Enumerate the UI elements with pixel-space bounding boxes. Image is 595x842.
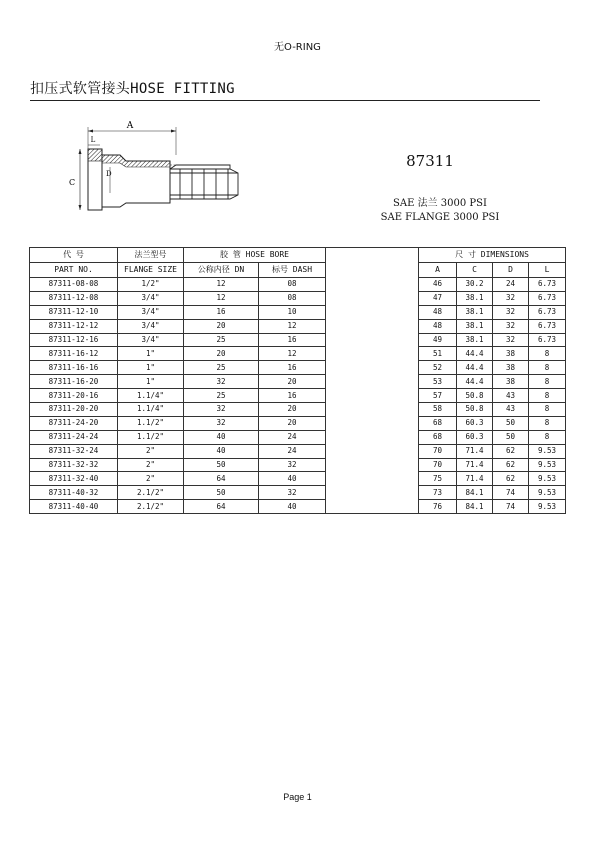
cell-l: 8	[529, 347, 566, 361]
header-note: 无O-RING	[274, 42, 321, 53]
blank-cell	[326, 416, 419, 430]
cell-dn: 64	[184, 472, 259, 486]
cell-dash: 40	[259, 500, 326, 514]
cell-l: 6.73	[529, 291, 566, 305]
cell-dn: 50	[184, 458, 259, 472]
blank-cell	[326, 472, 419, 486]
cell-d: 43	[493, 403, 529, 417]
standard-line-cn: SAE 法兰 3000 PSI	[393, 198, 487, 209]
cell-c: 71.4	[457, 472, 493, 486]
cell-part: 87311-12-08	[30, 291, 118, 305]
cell-dash: 10	[259, 305, 326, 319]
table-row	[30, 375, 566, 389]
cell-c: 38.1	[457, 291, 493, 305]
header-l: L	[529, 263, 566, 278]
cell-dash: 32	[259, 458, 326, 472]
cell-dn: 12	[184, 291, 259, 305]
cell-l: 9.53	[529, 486, 566, 500]
cell-a: 76	[419, 500, 457, 514]
cell-dash: 16	[259, 389, 326, 403]
cell-a: 48	[419, 305, 457, 319]
cell-d: 24	[493, 278, 529, 292]
cell-c: 38.1	[457, 319, 493, 333]
cell-d: 32	[493, 333, 529, 347]
cell-c: 30.2	[457, 278, 493, 292]
blank-cell	[326, 278, 419, 292]
document-title: 扣压式软管接头HOSE FITTING	[30, 81, 235, 97]
cell-l: 8	[529, 430, 566, 444]
dimension-d-label: D	[106, 170, 112, 178]
cell-l: 6.73	[529, 305, 566, 319]
cell-dash: 12	[259, 319, 326, 333]
cell-flange: 1"	[118, 347, 184, 361]
cell-l: 8	[529, 361, 566, 375]
header-dash: 标号 DASH	[259, 263, 326, 278]
table-row	[30, 430, 566, 444]
cell-d: 62	[493, 472, 529, 486]
cell-a: 52	[419, 361, 457, 375]
cell-l: 6.73	[529, 333, 566, 347]
cell-c: 84.1	[457, 486, 493, 500]
cell-dash: 24	[259, 430, 326, 444]
cell-dn: 32	[184, 403, 259, 417]
cell-l: 9.53	[529, 444, 566, 458]
cell-part: 87311-32-40	[30, 472, 118, 486]
blank-cell	[326, 500, 419, 514]
blank-cell	[326, 347, 419, 361]
cell-dash: 16	[259, 333, 326, 347]
cell-d: 32	[493, 319, 529, 333]
cell-d: 50	[493, 416, 529, 430]
header-blank	[326, 248, 419, 263]
cell-c: 50.8	[457, 389, 493, 403]
table-row	[30, 486, 566, 500]
header-dimensions: 尺 寸 DIMENSIONS	[419, 248, 566, 263]
cell-c: 44.4	[457, 375, 493, 389]
header-hose-bore: 胶 管 HOSE BORE	[184, 248, 326, 263]
blank-cell	[326, 375, 419, 389]
cell-c: 38.1	[457, 305, 493, 319]
cell-c: 60.3	[457, 416, 493, 430]
cell-dn: 32	[184, 416, 259, 430]
cell-flange: 1.1/4"	[118, 403, 184, 417]
cell-dash: 20	[259, 375, 326, 389]
cell-dash: 08	[259, 278, 326, 292]
table-row	[30, 361, 566, 375]
table-row	[30, 389, 566, 403]
cell-d: 38	[493, 347, 529, 361]
cell-d: 74	[493, 486, 529, 500]
spec-table	[29, 247, 566, 514]
cell-d: 62	[493, 444, 529, 458]
cell-dn: 50	[184, 486, 259, 500]
cell-dn: 20	[184, 319, 259, 333]
cell-dn: 25	[184, 333, 259, 347]
table-row	[30, 500, 566, 514]
header-flange-size: FLANGE SIZE	[118, 263, 184, 278]
cell-a: 49	[419, 333, 457, 347]
cell-l: 6.73	[529, 319, 566, 333]
blank-cell	[326, 403, 419, 417]
dimension-a-label: A	[126, 121, 134, 131]
cell-flange: 2"	[118, 444, 184, 458]
spec-table-body	[30, 278, 566, 514]
cell-flange: 3/4"	[118, 291, 184, 305]
cell-flange: 1.1/2"	[118, 430, 184, 444]
cell-a: 58	[419, 403, 457, 417]
cell-l: 8	[529, 375, 566, 389]
table-row	[30, 458, 566, 472]
cell-c: 38.1	[457, 333, 493, 347]
cell-a: 73	[419, 486, 457, 500]
cell-part: 87311-12-10	[30, 305, 118, 319]
cell-a: 48	[419, 319, 457, 333]
header-d: D	[493, 263, 529, 278]
cell-dn: 20	[184, 347, 259, 361]
cell-flange: 1.1/4"	[118, 389, 184, 403]
standard-line-en: SAE FLANGE 3000 PSI	[380, 212, 500, 223]
cell-c: 60.3	[457, 430, 493, 444]
cell-c: 44.4	[457, 347, 493, 361]
cell-d: 43	[493, 389, 529, 403]
cell-flange: 2"	[118, 472, 184, 486]
cell-dn: 40	[184, 430, 259, 444]
table-row	[30, 347, 566, 361]
table-row	[30, 403, 566, 417]
cell-d: 50	[493, 430, 529, 444]
cell-part: 87311-20-20	[30, 403, 118, 417]
cell-l: 9.53	[529, 500, 566, 514]
cell-dn: 12	[184, 278, 259, 292]
cell-dash: 24	[259, 444, 326, 458]
cell-a: 68	[419, 416, 457, 430]
table-row	[30, 444, 566, 458]
cell-part: 87311-24-20	[30, 416, 118, 430]
cell-a: 47	[419, 291, 457, 305]
cell-a: 51	[419, 347, 457, 361]
cell-dn: 64	[184, 500, 259, 514]
blank-cell	[326, 291, 419, 305]
cell-part: 87311-16-16	[30, 361, 118, 375]
blank-cell	[326, 430, 419, 444]
blank-cell	[326, 458, 419, 472]
header-code: 代 号	[30, 248, 118, 263]
cell-flange: 3/4"	[118, 305, 184, 319]
cell-dash: 08	[259, 291, 326, 305]
header-a: A	[419, 263, 457, 278]
cell-c: 84.1	[457, 500, 493, 514]
blank-cell	[326, 361, 419, 375]
blank-cell	[326, 319, 419, 333]
table-row	[30, 472, 566, 486]
cell-d: 38	[493, 375, 529, 389]
cell-a: 46	[419, 278, 457, 292]
table-row	[30, 291, 566, 305]
cell-part: 87311-12-12	[30, 319, 118, 333]
cell-dn: 40	[184, 444, 259, 458]
cell-dn: 25	[184, 389, 259, 403]
cell-dash: 20	[259, 416, 326, 430]
cell-part: 87311-08-08	[30, 278, 118, 292]
model-number: 87311	[406, 152, 454, 170]
cell-d: 74	[493, 500, 529, 514]
cell-d: 32	[493, 291, 529, 305]
cell-part: 87311-32-32	[30, 458, 118, 472]
table-row	[30, 278, 566, 292]
cell-a: 70	[419, 444, 457, 458]
cell-d: 62	[493, 458, 529, 472]
cell-flange: 3/4"	[118, 333, 184, 347]
table-row	[30, 333, 566, 347]
cell-c: 71.4	[457, 444, 493, 458]
header-part-no: PART NO.	[30, 263, 118, 278]
cell-c: 71.4	[457, 458, 493, 472]
dimension-l-label: L	[90, 136, 96, 144]
cell-dash: 12	[259, 347, 326, 361]
hose-tail	[170, 165, 238, 199]
cell-c: 44.4	[457, 361, 493, 375]
cell-a: 53	[419, 375, 457, 389]
cell-part: 87311-16-20	[30, 375, 118, 389]
cell-a: 68	[419, 430, 457, 444]
cell-dash: 40	[259, 472, 326, 486]
cell-l: 9.53	[529, 472, 566, 486]
blank-cell	[326, 305, 419, 319]
table-row	[30, 305, 566, 319]
cell-a: 57	[419, 389, 457, 403]
cell-part: 87311-20-16	[30, 389, 118, 403]
cell-flange: 3/4"	[118, 319, 184, 333]
cell-part: 87311-40-32	[30, 486, 118, 500]
cell-dash: 32	[259, 486, 326, 500]
cell-flange: 1/2"	[118, 278, 184, 292]
cell-dash: 20	[259, 403, 326, 417]
header-c: C	[457, 263, 493, 278]
cell-a: 70	[419, 458, 457, 472]
cell-dn: 32	[184, 375, 259, 389]
cell-flange: 1"	[118, 361, 184, 375]
dimension-c-label: C	[68, 178, 76, 187]
blank-cell	[326, 486, 419, 500]
cell-c: 50.8	[457, 403, 493, 417]
page-footer: Page 1	[283, 792, 312, 802]
table-row	[30, 416, 566, 430]
cell-part: 87311-32-24	[30, 444, 118, 458]
blank-cell	[326, 333, 419, 347]
cell-l: 8	[529, 389, 566, 403]
cell-d: 38	[493, 361, 529, 375]
cell-d: 32	[493, 305, 529, 319]
cell-dash: 16	[259, 361, 326, 375]
cell-l: 8	[529, 403, 566, 417]
blank-cell	[326, 444, 419, 458]
cell-part: 87311-12-16	[30, 333, 118, 347]
header-dn: 公称内径 DN	[184, 263, 259, 278]
cell-dn: 16	[184, 305, 259, 319]
cell-part: 87311-40-40	[30, 500, 118, 514]
cell-dn: 25	[184, 361, 259, 375]
cell-l: 9.53	[529, 458, 566, 472]
cell-flange: 2.1/2"	[118, 500, 184, 514]
header-flange-type: 法兰型号	[118, 248, 184, 263]
cell-flange: 2"	[118, 458, 184, 472]
cell-part: 87311-16-12	[30, 347, 118, 361]
cell-part: 87311-24-24	[30, 430, 118, 444]
table-row	[30, 319, 566, 333]
cell-flange: 2.1/2"	[118, 486, 184, 500]
cell-l: 8	[529, 416, 566, 430]
cell-flange: 1.1/2"	[118, 416, 184, 430]
cell-flange: 1"	[118, 375, 184, 389]
fitting-drawing	[60, 115, 260, 215]
blank-cell	[326, 389, 419, 403]
cell-l: 6.73	[529, 278, 566, 292]
title-divider	[30, 100, 540, 101]
cell-a: 75	[419, 472, 457, 486]
